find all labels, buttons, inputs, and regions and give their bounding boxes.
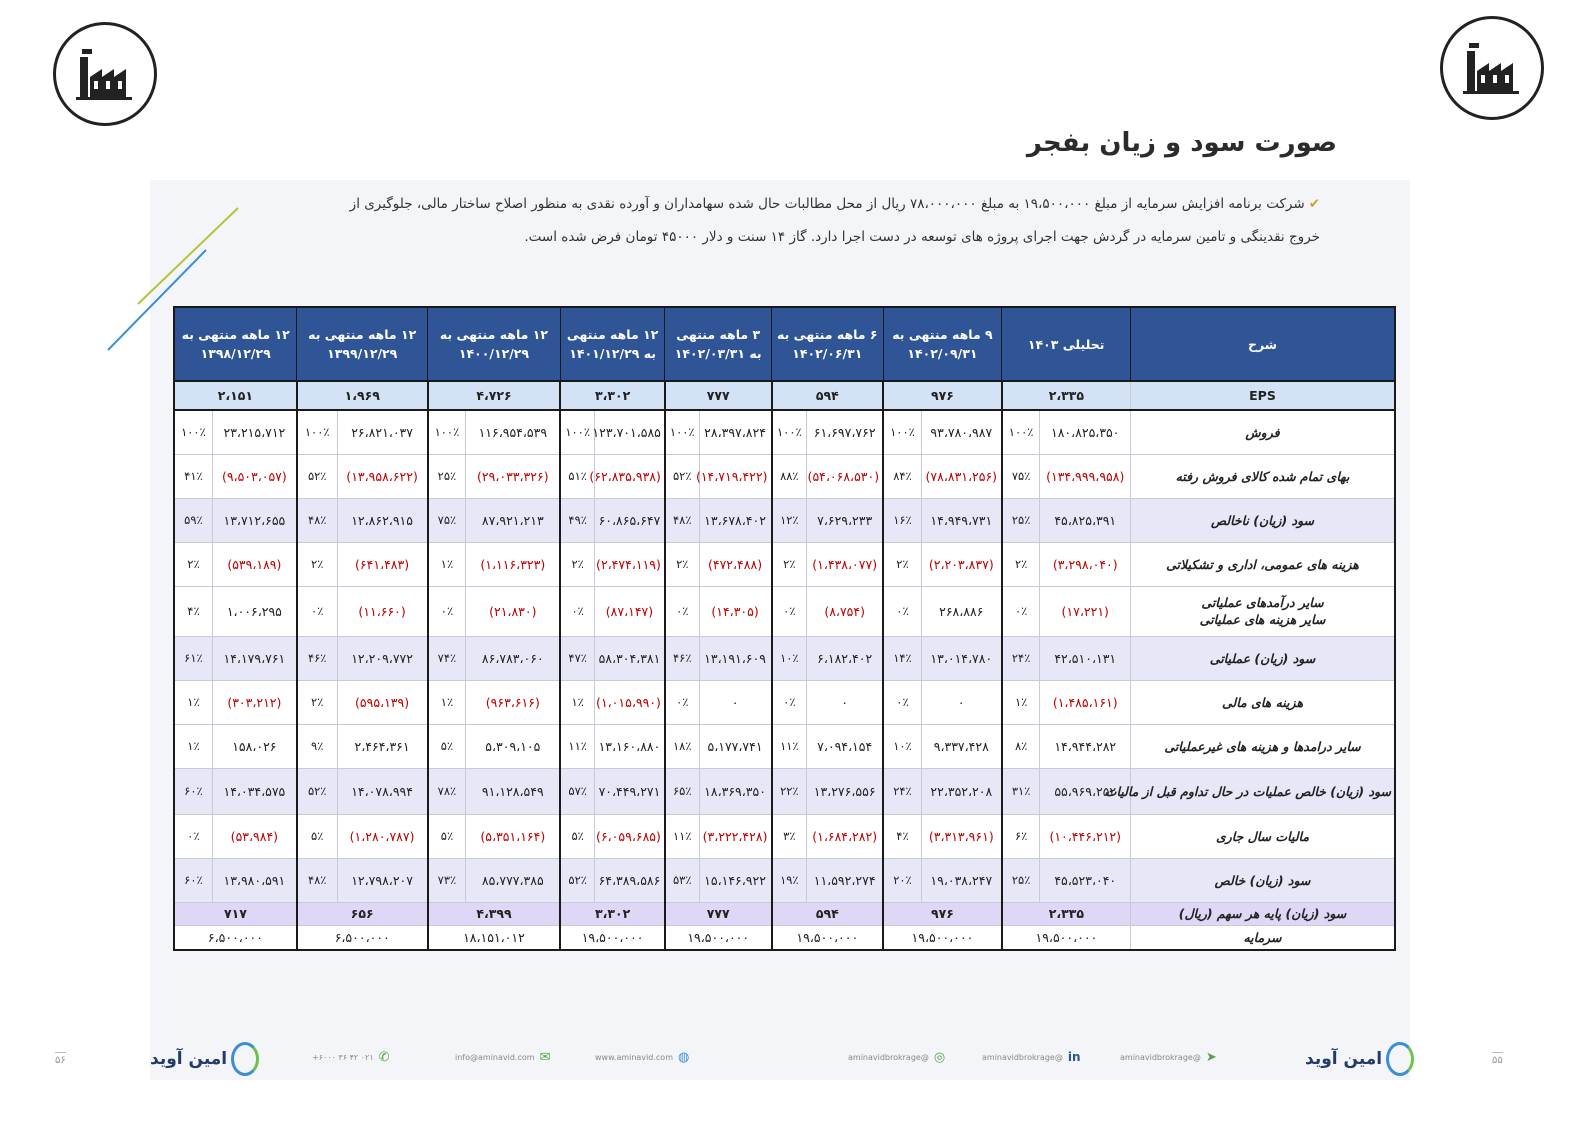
cell-value: (۱۰،۴۴۶،۲۱۲) [1040,814,1131,858]
cell-percent: ۸۴٪ [883,454,921,498]
cell-percent: ۲٪ [665,542,699,586]
cell-value: ۹،۳۳۷،۴۲۸ [921,724,1001,768]
eps-value: ۹۷۶ [883,381,1002,410]
footer-instagram[interactable] [848,1050,945,1065]
cell-value: ۱۳،۰۱۴،۷۸۰ [921,636,1001,680]
linkedin-text: @aminavidbrokrage [982,1052,1063,1062]
cell-percent: ۵٪ [428,724,466,768]
cell-value: ۱۲،۸۶۲،۹۱۵ [337,498,428,542]
row-label: سود (زیان) عملیاتی [1131,636,1396,680]
cell-value: ۲۲،۳۵۲،۲۰۸ [921,768,1001,814]
cell-value: ۶۰،۸۶۵،۶۴۷ [595,498,665,542]
cell-value: ۱،۰۰۶،۲۹۵ [212,586,296,636]
table-row [174,680,1395,724]
profit-loss-table [173,306,1396,951]
cell-value: (۱۳۴،۹۹۹،۹۵۸) [1040,454,1131,498]
header-description: شرح [1131,307,1396,381]
cell-percent: ۲٪ [297,680,337,724]
row-label: EPS [1131,381,1396,410]
cell-value: ۶۱،۶۹۷،۷۶۲ [807,410,883,454]
factory-logo-icon [53,22,157,126]
eps-value: ۲،۳۳۵ [1002,381,1131,410]
table-row [174,542,1395,586]
cell-percent: ۷۵٪ [1002,454,1040,498]
cell-value: ۱۲۳،۷۰۱،۵۸۵ [595,410,665,454]
cell-percent: ۲٪ [560,542,594,586]
cell-value: ۱۵،۱۴۶،۹۲۲ [699,858,771,902]
cell-value: ۵۵،۹۶۹،۲۵۲ [1040,768,1131,814]
cell-value: (۳،۲۹۸،۰۴۰) [1040,542,1131,586]
cell-percent: ۵٪ [297,814,337,858]
brand-name: امین آوید [1305,1049,1383,1069]
capital-value: ۱۹،۵۰۰،۰۰۰ [665,925,772,950]
cell-value: ۴۵،۸۲۵،۳۹۱ [1040,498,1131,542]
cell-percent: ۰٪ [665,586,699,636]
cell-percent: ۱۲٪ [772,498,807,542]
cell-value: (۵۳۹،۱۸۹) [212,542,296,586]
cell-percent: ۲٪ [1002,542,1040,586]
cell-percent: ۵۲٪ [665,454,699,498]
mouse-icon: ◍ [678,1050,690,1065]
cell-percent: ۴۱٪ [174,454,212,498]
row-label: سایر درامدها و هزینه های غیرعملیاتی [1131,724,1396,768]
row-label: بهای تمام شده کالای فروش رفته [1131,454,1396,498]
eps-value: ۶۵۶ [297,902,428,925]
capital-value: ۱۸،۱۵۱،۰۱۲ [428,925,561,950]
cell-value: (۵۳،۹۸۴) [212,814,296,858]
cell-value: ۱۳،۱۶۰،۸۸۰ [595,724,665,768]
cell-percent: ۴۸٪ [665,498,699,542]
cell-percent: ۱۹٪ [772,858,807,902]
intro-line-2: خروج نقدینگی و تامین سرمایه در گردش جهت اجرای پروژه های توسعه در دست اجرا دارد. گاز ۱۴ سنت و دلار ۴۵۰۰۰ تومان فرض شده است. [524,229,1320,245]
cell-percent: ۱۱٪ [560,724,594,768]
cell-percent: ۰٪ [772,586,807,636]
cell-value: ۷۰،۴۴۹،۲۷۱ [595,768,665,814]
cell-percent: ۰٪ [560,586,594,636]
capital-row [174,925,1395,950]
eps-value: ۹۷۶ [883,902,1002,925]
cell-percent: ۶۰٪ [174,858,212,902]
header-period: ۳ ماهه منتهی به ۱۴۰۲/۰۳/۳۱ [665,307,772,381]
cell-value: ۵۸،۳۰۴،۳۸۱ [595,636,665,680]
row-label: سود (زیان) خالص عملیات در حال تداوم قبل از مالیات [1131,768,1396,814]
cell-value: (۲،۴۷۴،۱۱۹) [595,542,665,586]
cell-percent: ۰٪ [174,814,212,858]
cell-percent: ۱۰۰٪ [297,410,337,454]
cell-percent: ۴٪ [174,586,212,636]
eps-value: ۴،۷۲۶ [428,381,561,410]
cell-percent: ۲۲٪ [772,768,807,814]
cell-value: ۲،۴۶۴،۳۶۱ [337,724,428,768]
row-label: سرمایه [1131,925,1396,950]
page-number-right: ۵۵ [1492,1052,1503,1066]
factory-logo-icon [1440,16,1544,120]
cell-value: (۸،۷۵۴) [807,586,883,636]
cell-percent: ۳٪ [772,814,807,858]
cell-value: ۱۲،۷۹۸،۲۰۷ [337,858,428,902]
cell-percent: ۱٪ [174,680,212,724]
cell-value: ۱۴،۰۷۸،۹۹۴ [337,768,428,814]
cell-percent: ۱۰۰٪ [560,410,594,454]
table-row [174,724,1395,768]
phone-icon: ✆ [378,1050,390,1065]
cell-percent: ۱۱٪ [772,724,807,768]
footer-linkedin[interactable] [982,1050,1081,1064]
capital-value: ۶،۵۰۰،۰۰۰ [174,925,297,950]
cell-percent: ۵۲٪ [297,768,337,814]
cell-percent: ۵۲٪ [297,454,337,498]
footer [0,1038,1587,1078]
cell-percent: ۰٪ [772,680,807,724]
table-row [174,454,1395,498]
table-row [174,498,1395,542]
cell-percent: ۲٪ [772,542,807,586]
brand-mark-icon [1386,1042,1414,1076]
cell-value: (۲۱،۸۳۰) [466,586,561,636]
cell-value: (۹،۵۰۳،۰۵۷) [212,454,296,498]
cell-value: (۲،۲۰۳،۸۳۷) [921,542,1001,586]
cell-percent: ۸٪ [1002,724,1040,768]
cell-value: (۷۸،۸۳۱،۲۵۶) [921,454,1001,498]
cell-value: (۱،۱۱۶،۳۲۳) [466,542,561,586]
instagram-icon: ◎ [933,1050,946,1065]
cell-percent: ۱٪ [428,680,466,724]
cell-value: ۱۸،۳۶۹،۳۵۰ [699,768,771,814]
cell-percent: ۶۰٪ [174,768,212,814]
cell-percent: ۵۱٪ [560,454,594,498]
footer-phone[interactable] [312,1050,390,1065]
cell-percent: ۱۰۰٪ [883,410,921,454]
cell-value: (۱،۶۸۴،۲۸۲) [807,814,883,858]
header-period: ۹ ماهه منتهی به ۱۴۰۲/۰۹/۳۱ [883,307,1002,381]
cell-percent: ۱٪ [174,724,212,768]
cell-value: ۲۶،۸۲۱،۰۳۷ [337,410,428,454]
eps-value: ۳،۳۰۲ [560,381,665,410]
cell-value: ۲۳،۲۱۵،۷۱۲ [212,410,296,454]
cell-percent: ۱٪ [428,542,466,586]
page-title: صورت سود و زیان بفجر [1026,128,1337,158]
cell-percent: ۰٪ [1002,586,1040,636]
cell-value: (۱۴،۳۰۵) [699,586,771,636]
eps-value: ۵۹۴ [772,902,884,925]
brand-mark-icon [231,1042,259,1076]
cell-percent: ۶٪ [1002,814,1040,858]
cell-percent: ۴۸٪ [297,858,337,902]
cell-percent: ۴۷٪ [560,636,594,680]
footer-web[interactable] [595,1050,689,1065]
cell-percent: ۲۵٪ [1002,858,1040,902]
cell-percent: ۷۵٪ [428,498,466,542]
cell-percent: ۱۰٪ [883,724,921,768]
intro-paragraph [250,188,1320,254]
cell-value: (۶۲،۸۳۵،۹۳۸) [595,454,665,498]
cell-value: ۱۵۸،۰۲۶ [212,724,296,768]
cell-value: ۱۴،۹۴۴،۲۸۲ [1040,724,1131,768]
cell-percent: ۲٪ [174,542,212,586]
cell-percent: ۵۳٪ [665,858,699,902]
brand-name: امین آوید [150,1049,228,1069]
cell-percent: ۰٪ [883,680,921,724]
cell-percent: ۱۰۰٪ [174,410,212,454]
cell-value: ۵،۱۷۷،۷۴۱ [699,724,771,768]
cell-percent: ۱۰۰٪ [665,410,699,454]
table-row [174,636,1395,680]
cell-value: (۵،۳۵۱،۱۶۴) [466,814,561,858]
capital-value: ۶،۵۰۰،۰۰۰ [297,925,428,950]
row-label: مالیات سال جاری [1131,814,1396,858]
cell-value: ۱۳،۲۷۶،۵۵۶ [807,768,883,814]
cell-value: ۱۳،۶۷۸،۴۰۲ [699,498,771,542]
cell-percent: ۲٪ [883,542,921,586]
cell-percent: ۴۹٪ [560,498,594,542]
cell-value: (۴۷۲،۴۸۸) [699,542,771,586]
cell-value: ۱۳،۱۹۱،۶۰۹ [699,636,771,680]
cell-percent: ۵۷٪ [560,768,594,814]
cell-percent: ۲۵٪ [428,454,466,498]
eps-row [174,381,1395,410]
cell-percent: ۰٪ [297,586,337,636]
header-period: ۱۲ ماهه منتهی به ۱۳۹۹/۱۲/۲۹ [297,307,428,381]
cell-percent: ۱۸٪ [665,724,699,768]
cell-value: (۶۴۱،۴۸۳) [337,542,428,586]
cell-value: (۹۶۳،۶۱۶) [466,680,561,724]
cell-value: ۱۳،۹۸۰،۵۹۱ [212,858,296,902]
cell-value: (۱،۲۸۰،۷۸۷) [337,814,428,858]
cell-value: (۶،۰۵۹،۶۸۵) [595,814,665,858]
cell-value: ۱۸۰،۸۲۵،۳۵۰ [1040,410,1131,454]
cell-value: (۱۴،۷۱۹،۴۲۲) [699,454,771,498]
cell-percent: ۵۹٪ [174,498,212,542]
table-row [174,410,1395,454]
cell-value: (۵۴،۰۶۸،۵۳۰) [807,454,883,498]
linkedin-icon: in [1067,1050,1081,1064]
cell-percent: ۴۸٪ [297,498,337,542]
cell-value: ۹۱،۱۲۸،۵۴۹ [466,768,561,814]
cell-percent: ۲۰٪ [883,858,921,902]
cell-value: (۱۱،۶۶۰) [337,586,428,636]
cell-percent: ۲۵٪ [1002,498,1040,542]
telegram-text: @aminavidbrokrage [1120,1053,1201,1062]
table-header-row [174,307,1395,381]
row-label: سایر درآمدهای عملیاتی سایر هزینه های عملیاتی [1131,586,1396,636]
instagram-text: @aminavidbrokrage [848,1053,929,1062]
cell-percent: ۴٪ [883,814,921,858]
cell-percent: ۰٪ [428,586,466,636]
cell-value: (۸۷،۱۴۷) [595,586,665,636]
cell-percent: ۱۰۰٪ [428,410,466,454]
capital-value: ۱۹،۵۰۰،۰۰۰ [560,925,665,950]
cell-value: ۴۵،۵۲۳،۰۴۰ [1040,858,1131,902]
cell-value: ۱۴،۰۳۴،۵۷۵ [212,768,296,814]
table-row [174,858,1395,902]
cell-value: (۳،۲۲۲،۴۲۸) [699,814,771,858]
email-icon: ✉ [539,1050,551,1065]
table-row [174,768,1395,814]
intro-line-1: شرکت برنامه افزایش سرمایه از مبلغ ۱۹،۵۰۰،۰۰۰ به مبلغ ۷۸،۰۰۰،۰۰۰ ریال از محل مطالبات حال شده سهامداران و آورده نقدی به منظور اصلاح ساختار مالی، جلوگیری از [349,196,1305,212]
row-label: سود (زیان) پایه هر سهم (ریال) [1131,902,1396,925]
row-label: هزینه های عمومی، اداری و تشکیلاتی [1131,542,1396,586]
capital-value: ۱۹،۵۰۰،۰۰۰ [883,925,1002,950]
cell-percent: ۱۰۰٪ [772,410,807,454]
cell-value: (۱،۴۳۸،۰۷۷) [807,542,883,586]
cell-value: (۱،۰۱۵،۹۹۰) [595,680,665,724]
cell-value: ۱۴،۹۴۹،۷۳۱ [921,498,1001,542]
check-icon: ✔ [1308,196,1320,212]
eps-value: ۳،۳۰۲ [560,902,665,925]
cell-value: ۷،۶۲۹،۲۳۳ [807,498,883,542]
header-period: ۶ ماهه منتهی به ۱۴۰۲/۰۶/۳۱ [772,307,884,381]
table-row [174,814,1395,858]
cell-value: ۲۸،۳۹۷،۸۲۴ [699,410,771,454]
cell-value: ۷،۰۹۴،۱۵۴ [807,724,883,768]
cell-value: ۸۵،۷۷۷،۳۸۵ [466,858,561,902]
header-period: ۱۲ ماهه منتهی به ۱۳۹۸/۱۲/۲۹ [174,307,297,381]
eps-value: ۲،۳۳۵ [1002,902,1131,925]
header-period: ۱۲ ماهه منتهی به ۱۴۰۰/۱۲/۲۹ [428,307,561,381]
cell-percent: ۵۲٪ [560,858,594,902]
eps-value: ۷۷۷ [665,381,772,410]
header-period: تحلیلی ۱۴۰۳ [1002,307,1131,381]
cell-percent: ۱۰٪ [772,636,807,680]
footer-telegram[interactable] [1120,1050,1217,1065]
cell-value: (۱،۴۸۵،۱۶۱) [1040,680,1131,724]
cell-percent: ۸۸٪ [772,454,807,498]
cell-value: ۱۳،۷۱۲،۶۵۵ [212,498,296,542]
cell-value: ۰ [807,680,883,724]
cell-value: (۱۷،۲۲۱) [1040,586,1131,636]
eps-per-share-row [174,902,1395,925]
cell-percent: ۵٪ [428,814,466,858]
email-text: info@aminavid.com [455,1053,535,1062]
cell-value: ۴۲،۵۱۰،۱۳۱ [1040,636,1131,680]
eps-value: ۲،۱۵۱ [174,381,297,410]
cell-percent: ۷۸٪ [428,768,466,814]
cell-value: ۸۷،۹۲۱،۲۱۳ [466,498,561,542]
table-row [174,586,1395,636]
cell-percent: ۶۵٪ [665,768,699,814]
row-label: فروش [1131,410,1396,454]
brand-logo [150,1042,259,1076]
cell-percent: ۵٪ [560,814,594,858]
cell-value: ۱۱،۵۹۲،۲۷۴ [807,858,883,902]
cell-percent: ۲۴٪ [883,768,921,814]
row-label: هزینه های مالی [1131,680,1396,724]
telegram-icon: ➤ [1205,1050,1217,1065]
cell-value: ۶،۱۸۲،۴۰۲ [807,636,883,680]
cell-value: ۹۳،۷۸۰،۹۸۷ [921,410,1001,454]
cell-percent: ۰٪ [665,680,699,724]
cell-value: ۱۱۶،۹۵۴،۵۳۹ [466,410,561,454]
row-label: سود (زیان) خالص [1131,858,1396,902]
cell-value: (۵۹۵،۱۳۹) [337,680,428,724]
cell-percent: ۰٪ [883,586,921,636]
web-text: www.aminavid.com [595,1053,673,1062]
eps-value: ۴،۳۹۹ [428,902,561,925]
cell-percent: ۱۱٪ [665,814,699,858]
cell-value: ۰ [699,680,771,724]
cell-value: ۲۶۸،۸۸۶ [921,586,1001,636]
capital-value: ۱۹،۵۰۰،۰۰۰ [1002,925,1131,950]
capital-value: ۱۹،۵۰۰،۰۰۰ [772,925,884,950]
cell-value: (۱۳،۹۵۸،۶۲۲) [337,454,428,498]
eps-value: ۷۷۷ [665,902,772,925]
cell-value: ۶۴،۳۸۹،۵۸۶ [595,858,665,902]
eps-value: ۵۹۴ [772,381,884,410]
row-label: سود (زیان) ناخالص [1131,498,1396,542]
cell-value: ۱۲،۲۰۹،۷۷۲ [337,636,428,680]
cell-percent: ۱٪ [1002,680,1040,724]
cell-percent: ۱۶٪ [883,498,921,542]
header-period: ۱۲ ماهه منتهی به ۱۴۰۱/۱۲/۲۹ [560,307,665,381]
cell-percent: ۲٪ [297,542,337,586]
cell-percent: ۴۶٪ [665,636,699,680]
cell-value: ۱۹،۰۳۸،۲۴۷ [921,858,1001,902]
cell-value: (۳۰۳،۲۱۲) [212,680,296,724]
cell-percent: ۱۴٪ [883,636,921,680]
cell-percent: ۴۶٪ [297,636,337,680]
cell-percent: ۶۱٪ [174,636,212,680]
cell-value: ۰ [921,680,1001,724]
cell-value: (۲۹،۰۳۳،۳۲۶) [466,454,561,498]
cell-percent: ۲۴٪ [1002,636,1040,680]
cell-percent: ۷۴٪ [428,636,466,680]
footer-email[interactable] [455,1050,550,1065]
cell-percent: ۷۳٪ [428,858,466,902]
eps-value: ۷۱۷ [174,902,297,925]
cell-value: ۸۶،۷۸۳،۰۶۰ [466,636,561,680]
phone-text: ۰۲۱ ۴۲ ۳۶ ۶۰۰۰+ [312,1053,374,1062]
cell-percent: ۳۱٪ [1002,768,1040,814]
page-number-left: ۵۶ [55,1052,66,1066]
cell-percent: ۱٪ [560,680,594,724]
cell-percent: ۹٪ [297,724,337,768]
cell-value: ۱۴،۱۷۹،۷۶۱ [212,636,296,680]
cell-value: ۵،۳۰۹،۱۰۵ [466,724,561,768]
cell-percent: ۱۰۰٪ [1002,410,1040,454]
eps-value: ۱،۹۶۹ [297,381,428,410]
cell-value: (۳،۳۱۳،۹۶۱) [921,814,1001,858]
brand-logo [1305,1042,1414,1076]
